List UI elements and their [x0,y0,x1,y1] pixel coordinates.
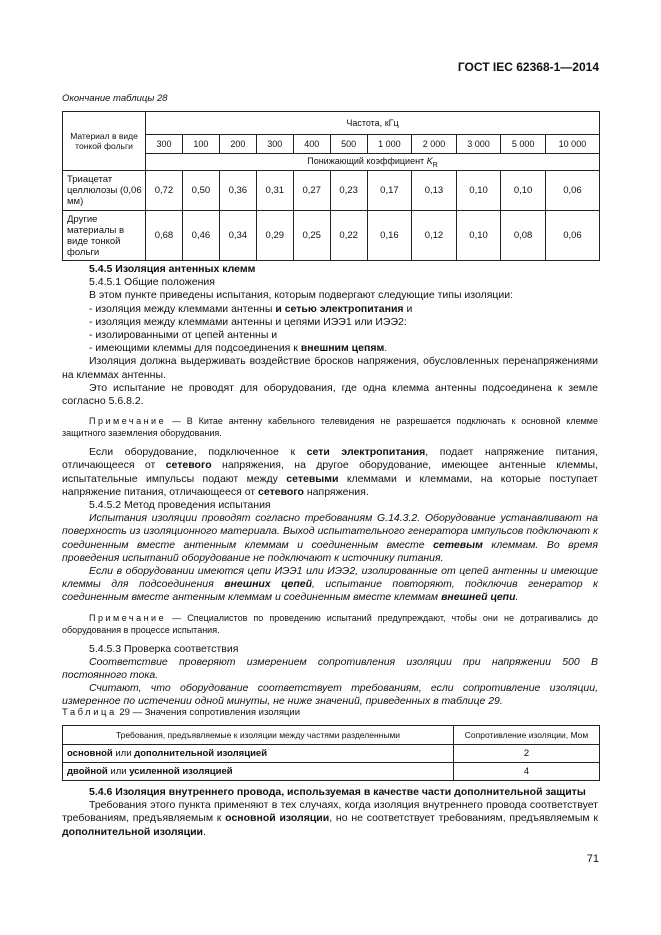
frequency-cell: 500 [330,135,367,154]
subsection-title: 5.4.5.3 Проверка соответствия [89,642,239,655]
material-cell: Триацетат целлюлозы (0,06 мм) [63,171,146,211]
table-29 [62,725,600,781]
note: Примечание — Специалистов по проведению испытаний предупреждают, чтобы они не дотрагивались до оборудования в процессе испытания. [62,612,598,635]
frequency-header: Частота, кГц [146,112,600,135]
table-row [63,171,600,211]
paragraph: В этом пункте приведены испытания, которым подвергают следующие типы изоляции: [89,289,514,302]
coefficient-value: 0,23 [330,171,367,211]
paragraph: Изоляция должна выдерживать воздействие бросков напряжения, обусловленных перенапряжениями на клеммах антенны. [62,355,598,381]
frequency-cell: 10 000 [545,135,599,154]
coefficient-value: 0,10 [501,171,546,211]
page-number: 71 [586,853,599,865]
section-title: 5.4.5 Изоляция антенных клемм [89,263,256,275]
coefficient-value: 0,29 [256,211,293,261]
paragraph: Считают, что оборудование соответствует требованиям, если сопротивление изоляции, измеренное по истечении одной минуты, не ниже значений, приведенных в таблице 29. [62,682,598,708]
paragraph: Если оборудование, подключенное к сети электропитания, подает напряжение питания, отличающееся от сетевого напряжения, на другое оборудование, имеющее антенные клеммы, испытательные импульсы подают между сетевыми клеммами и клеммами, на которые поступает напряжение питания, отличающееся от сетевого напряжения. [62,446,598,498]
table-row [63,211,600,261]
coefficient-value: 0,08 [501,211,546,261]
note: Примечание — В Китае антенну кабельного телевидения не разрешается подключать к основной клемме защитного заземления оборудования. [62,416,598,439]
material-header: Материал в виде тонкой фольги [63,112,146,171]
coefficient-value: 0,22 [330,211,367,261]
coefficient-value: 0,36 [219,171,256,211]
list-item: - имеющими клеммы для подсоединения к внешним цепям. [89,342,388,355]
coefficient-value: 0,50 [182,171,219,211]
requirement-cell: двойной или усиленной изоляцией [63,763,454,781]
paragraph: Испытания изоляции проводят согласно требованиям G.14.3.2. Оборудование устанавливают на поверхность из изоляционного материала. Выход испытательного генератора импульсов подключают к соединенным вместе антенным клеммам и соединенным вместе сетевым клеммам. Во время проведения испытаний оборудование не подключают к источнику питания. [62,512,598,564]
column-header: Требования, предъявляемые к изоляции между частями разделенными [63,726,454,745]
list-item: - изоляция между клеммами антенны и цепями ИЭЭ1 или ИЭЭ2: [89,315,407,328]
paragraph: Если в оборудовании имеются цепи ИЭЭ1 или ИЭЭ2, изолированные от цепей антенны и имеющие клеммы для подсоединения внешних цепей, испытание повторяют, подключив генератор к соединенным вместе антенным клеммам и соединенным вместе клеммам внешней цепи. [62,565,599,604]
coefficient-value: 0,10 [456,211,501,261]
coefficient-value: 0,10 [456,171,501,211]
coefficient-value: 0,34 [219,211,256,261]
frequency-cell: 100 [182,135,219,154]
subsection-title: 5.4.5.1 Общие положения [89,276,215,289]
coefficient-value: 0,46 [182,211,219,261]
section-title: 5.4.6 Изоляция внутреннего провода, используемая в качестве части дополнительной защиты [89,786,586,798]
coefficient-value: 0,12 [412,211,457,261]
section-5-4-6 [62,786,598,839]
frequency-cell: 400 [293,135,330,154]
table-29-caption: Таблица 29 — Значения сопротивления изоляции [62,707,301,718]
coefficient-value: 0,72 [146,171,183,211]
coefficient-value: 0,31 [256,171,293,211]
frequency-cell: 5 000 [501,135,546,154]
section-5-4-5 [62,263,598,709]
column-header: Сопротивление изоляции, Мом [454,726,600,745]
coefficient-header: Понижающий коэффициент $K_R$ [146,154,600,171]
table-28-caption: Окончание таблицы 28 [62,93,168,104]
frequency-cell: 1 000 [367,135,412,154]
subsection-title: 5.4.5.2 Метод проведения испытания [89,499,271,512]
resistance-value: 2 [454,745,600,763]
coefficient-value: 0,13 [412,171,457,211]
frequency-cell: 300 [256,135,293,154]
list-item: - изолированными от цепей антенны и [89,329,278,342]
coefficient-value: 0,17 [367,171,412,211]
material-cell: Другие материалы в виде тонкой фольги [63,211,146,261]
frequency-cell: 200 [219,135,256,154]
coefficient-value: 0,25 [293,211,330,261]
standard-header: ГОСТ IEC 62368-1—2014 [457,60,599,74]
resistance-value: 4 [454,763,600,781]
table-28 [62,111,600,261]
frequency-cell: 3 000 [456,135,501,154]
paragraph: Соответствие проверяют измерением сопротивления изоляции при напряжении 500 В постоянного тока. [62,655,598,682]
table-row [63,763,600,781]
coefficient-value: 0,16 [367,211,412,261]
coefficient-value: 0,68 [146,211,183,261]
frequency-cell: 300 [146,135,183,154]
coefficient-value: 0,06 [545,211,599,261]
coefficient-value: 0,06 [545,171,599,211]
coefficient-value: 0,27 [293,171,330,211]
requirement-cell: основной или дополнительной изоляцией [63,745,454,763]
list-item: - изоляция между клеммами антенны и сетью электропитания и [89,302,413,315]
paragraph: Требования этого пункта применяют в тех случаях, когда изоляция внутреннего провода соответствует требованиям, предъявляемым к основной изоляции, но не соответствует требованиям, предъявляемым к дополнительной изоляции. [62,799,598,838]
paragraph: Это испытание не проводят для оборудования, где одна клемма антенны подсоединена к земле согласно 5.6.8.2. [62,381,598,408]
frequency-cell: 2 000 [412,135,457,154]
table-row [63,745,600,763]
